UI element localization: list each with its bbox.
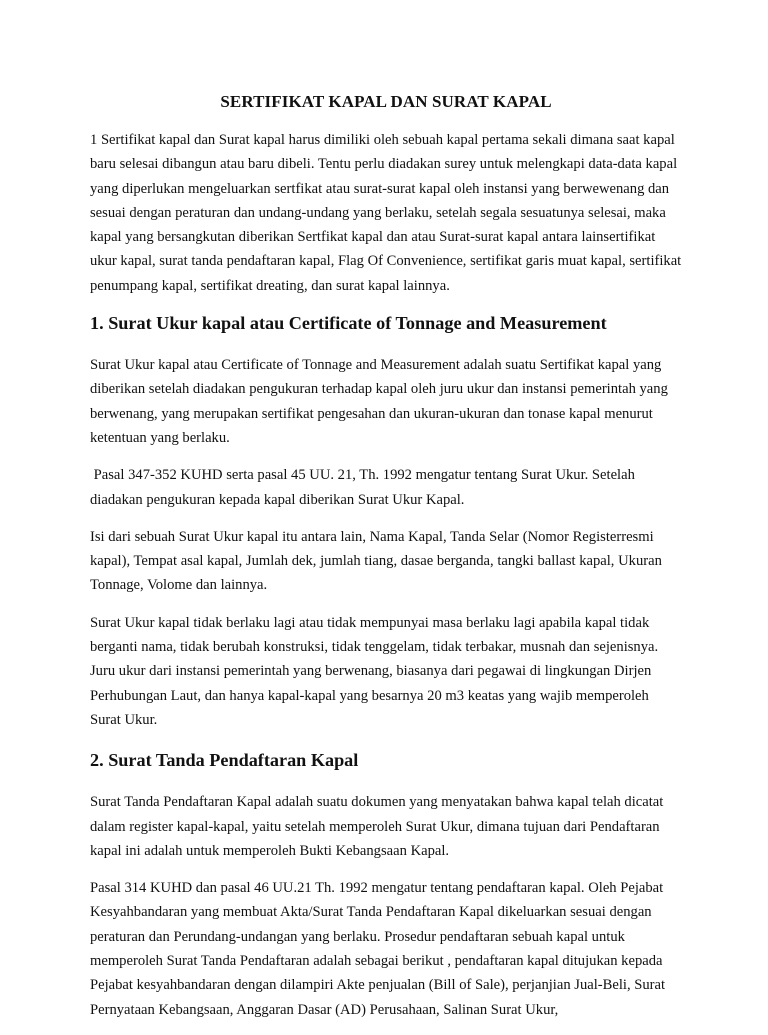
intro-paragraph: 1 Sertifikat kapal dan Surat kapal harus dimiliki oleh sebuah kapal pertama sekali dimana saat kapal baru selesai dibangun atau baru dibeli. Tentu perlu diadakan surey untuk melengkapi data-data kapal yang diperlukan mengeluarkan sertfikat atau surat-surat kapal oleh instansi yang berwewenang dan sesuai dengan peraturan dan undang-undang yang berlaku, setelah segala sesuatunya selesai, maka kapal yang bersangkutan diberikan Sertfikat kapal dan atau Surat-surat kapal antara lainsertifikat ukur kapal, surat tanda pendaftaran kapal, Flag Of Convenience, sertifikat garis muat kapal, sertifikat penumpang kapal, sertifikat dreating, dan surat kapal lainnya. bbox=[90, 132, 682, 294]
section-2-paragraph-2: Pasal 314 KUHD dan pasal 46 UU.21 Th. 1992 mengatur tentang pendaftaran kapal. Oleh Pejabat Kesyahbandaran yang membuat Akta/Surat Tanda Pendaftaran Kapal dikeluarkan sesuai dengan peraturan dan Perundang-undangan yang berlaku. Prosedur pendaftaran sebuah kapal untuk memperoleh Surat Tanda Pendaftaran adalah sebagai berikut , pendaftaran kapal ditujukan kepada Pejabat kesyahbandaran dengan dilampiri Akte penjualan (Bill of Sale), perjanjian Jual-Beli, Surat Pernyataan Kebangsaan, Anggaran Dasar (AD) Perusahaan, Salinan Surat Ukur, bbox=[90, 880, 666, 1018]
section-2-paragraph-1: Surat Tanda Pendaftaran Kapal adalah suatu dokumen yang menyatakan bahwa kapal telah dicatat dalam register kapal-kapal, yaitu setelah memperoleh Surat Ukur, dimana tujuan dari Pendaftaran kapal ini adalah untuk memperoleh Bukti Kebangsaan Kapal. bbox=[90, 794, 664, 859]
section-1-paragraph-1: Surat Ukur kapal atau Certificate of Tonnage and Measurement adalah suatu Sertifikat kapal yang diberikan setelah diadakan pengukuran terhadap kapal oleh juru ukur dan instansi pemerintah yang berwenang, yang merupakan sertifikat pengesahan dan ukuran-ukuran dan tonase kapal menurut ketentuan yang berlaku. bbox=[90, 357, 672, 446]
document-title: SERTIFIKAT KAPAL DAN SURAT KAPAL bbox=[220, 92, 552, 111]
document-page bbox=[90, 92, 682, 1035]
section-1-paragraph-2: Pasal 347-352 KUHD serta pasal 45 UU. 21, Th. 1992 mengatur tentang Surat Ukur. Setelah diadakan pengukuran kepada kapal diberikan Surat Ukur Kapal. bbox=[90, 467, 639, 508]
section-1-paragraph-3: Isi dari sebuah Surat Ukur kapal itu antara lain, Nama Kapal, Tanda Selar (Nomor Registerresmi kapal), Tempat asal kapal, Jumlah dek, jumlah tiang, dasae berganda, tangki ballast kapal, Ukuran Tonnage, Volome dan lainnya. bbox=[90, 528, 662, 594]
section-1-heading: 1. Surat Ukur kapal atau Certificate of Tonnage and Measurement bbox=[90, 313, 607, 334]
section-1-paragraph-4: Surat Ukur kapal tidak berlaku lagi atau tidak mempunyai masa berlaku lagi apabila kapal tidak berganti nama, tidak berubah konstruksi, tidak tenggelam, tidak terbakar, musnah dan sejenisnya. Juru ukur dari instansi pemerintah yang berwenang, biasanya dari pegawai di lingkungan Dirjen Perhubungan Laut, dan hanya kapal-kapal yang besarnya 20 m3 keatas yang wajib memperoleh Surat Ukur. bbox=[90, 614, 659, 728]
section-2-heading: 2. Surat Tanda Pendaftaran Kapal bbox=[90, 750, 359, 771]
